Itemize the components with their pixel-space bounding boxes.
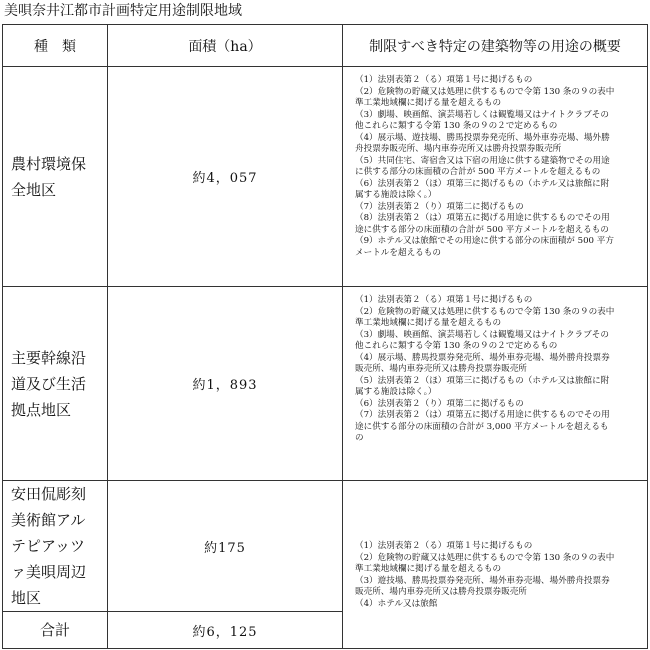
table-row xyxy=(3,67,648,287)
use-line: の xyxy=(355,433,364,443)
district-name-line: 地区 xyxy=(11,589,42,607)
use-line: 属する施設は除く。） xyxy=(355,190,437,200)
table-header-row xyxy=(3,25,648,67)
use-line: （6）法別表第２（ほ）項第三に掲げるもの（ホテル又は旅館に附 xyxy=(355,178,610,189)
restriction-table xyxy=(2,24,648,649)
use-line: に供する部分の床面積の合計が 500 平方メートルを超えるもの xyxy=(355,167,601,177)
district-name-cell xyxy=(3,481,108,612)
uses-cell xyxy=(343,287,648,481)
use-line: 準工業地域欄に掲げる量を超えるもの xyxy=(355,564,502,574)
district-name-line: 美術館アル xyxy=(11,511,86,529)
district-name-cell xyxy=(3,287,108,481)
use-line: （1）法別表第２（る）項第１号に掲げるもの xyxy=(355,295,533,305)
district-name-line: 拠点地区 xyxy=(11,400,72,419)
table-row xyxy=(3,481,648,612)
district-name-cell xyxy=(3,67,108,287)
district-area-cell: 約4，057 xyxy=(108,67,343,287)
uses-cell xyxy=(343,481,648,649)
use-line: （3）劇場、映画館、演芸場若しくは観覧場又はナイトクラブその xyxy=(355,329,609,340)
use-line: （5）共同住宅、寄宿舎又は下宿の用途に供する建築物でその用途 xyxy=(355,155,610,166)
use-line: （3）遊技場、勝馬投票券発売所、場外車券売場、場外勝舟投票券 xyxy=(355,575,610,586)
use-line: 準工業地域欄に掲げる量を超えるもの xyxy=(355,98,502,108)
use-line: （8）法別表第２（は）項第五に掲げる用途に供するものでその用 xyxy=(355,213,610,223)
use-line: （2）危険物の貯蔵又は処理に供するもので令第 130 条の９の表中 xyxy=(355,552,615,563)
total-area: 約6，125 xyxy=(108,612,343,649)
header-area: 面積（ha） xyxy=(108,25,343,67)
district-name-line: ァ美唄周辺 xyxy=(11,563,87,581)
use-line: 舟投票券販売所、場内車券売所又は勝舟投票券販売所 xyxy=(355,144,562,154)
total-label: 合計 xyxy=(3,612,108,649)
use-line: （1）法別表第２（る）項第１号に掲げるもの xyxy=(355,541,533,551)
use-line: 販売所、場内車券売所又は勝舟投票券販売所 xyxy=(355,364,527,374)
district-area-cell: 約1，893 xyxy=(108,287,343,481)
district-name-line: 道及び生活 xyxy=(11,374,87,393)
use-line: （5）法別表第２（ほ）項第三に掲げるもの（ホテル又は旅館に附 xyxy=(355,375,610,386)
use-line: メートルを超えるもの xyxy=(355,247,441,258)
use-line: 途に供する部分の床面積の合計が 500 平方メートルを超えるもの xyxy=(355,224,609,235)
use-line: （1）法別表第２（る）項第１号に掲げるもの xyxy=(355,75,533,85)
document-title: 美唄奈井江都市計画特定用途制限地域 xyxy=(4,3,242,19)
uses-cell xyxy=(343,67,648,287)
use-line: 販売所、場内車券売所又は勝舟投票券販売所 xyxy=(355,587,527,597)
use-line: 他これらに類する令第 130 条の９の２で定めるもの xyxy=(355,121,558,131)
use-line: （9）ホテル又は旅館でその用途に供する部分の床面積が 500 平方 xyxy=(355,236,614,246)
header-overview: 制限すべき特定の建築物等の用途の概要 xyxy=(343,25,648,67)
district-name-line: 全地区 xyxy=(11,180,57,199)
district-name-line: テピアッツ xyxy=(11,537,85,555)
use-line: 途に供する部分の床面積の合計が 3,000 平方メートルを超えるも xyxy=(355,421,609,432)
use-line: （4）展示場、遊技場、勝馬投票券発売所、場外車券売場、場外勝 xyxy=(355,132,610,143)
use-line: 準工業地域欄に掲げる量を超えるもの xyxy=(355,318,502,328)
use-line: （7）法別表第２（り）項第二に掲げるもの xyxy=(355,201,524,212)
use-line: （6）法別表第２（り）項第二に掲げるもの xyxy=(355,398,524,409)
use-line: （7）法別表第２（は）項第五に掲げる用途に供するものでその用 xyxy=(355,410,610,420)
use-line: （4）展示場、勝馬投票券発売所、場外車券売場、場外勝舟投票券 xyxy=(355,352,610,363)
header-type: 種 類 xyxy=(3,25,108,67)
use-line: （2）危険物の貯蔵又は処理に供するもので令第 130 条の９の表中 xyxy=(355,306,615,317)
use-line: （3）劇場、映画館、演芸場若しくは観覧場又はナイトクラブその xyxy=(355,109,609,120)
district-name-line: 農村環境保 xyxy=(11,154,87,173)
district-area-cell: 約175 xyxy=(108,481,343,612)
district-name-line: 主要幹線沿 xyxy=(11,348,87,367)
use-line: （4）ホテル又は旅館 xyxy=(355,598,438,609)
table-row xyxy=(3,287,648,481)
use-line: （2）危険物の貯蔵又は処理に供するもので令第 130 条の９の表中 xyxy=(355,86,615,97)
use-line: 属する施設は除く。） xyxy=(355,387,437,397)
district-name-line: 安田侃彫刻 xyxy=(11,485,87,503)
use-line: 他これらに類する令第 130 条の９の２で定めるもの xyxy=(355,341,558,351)
